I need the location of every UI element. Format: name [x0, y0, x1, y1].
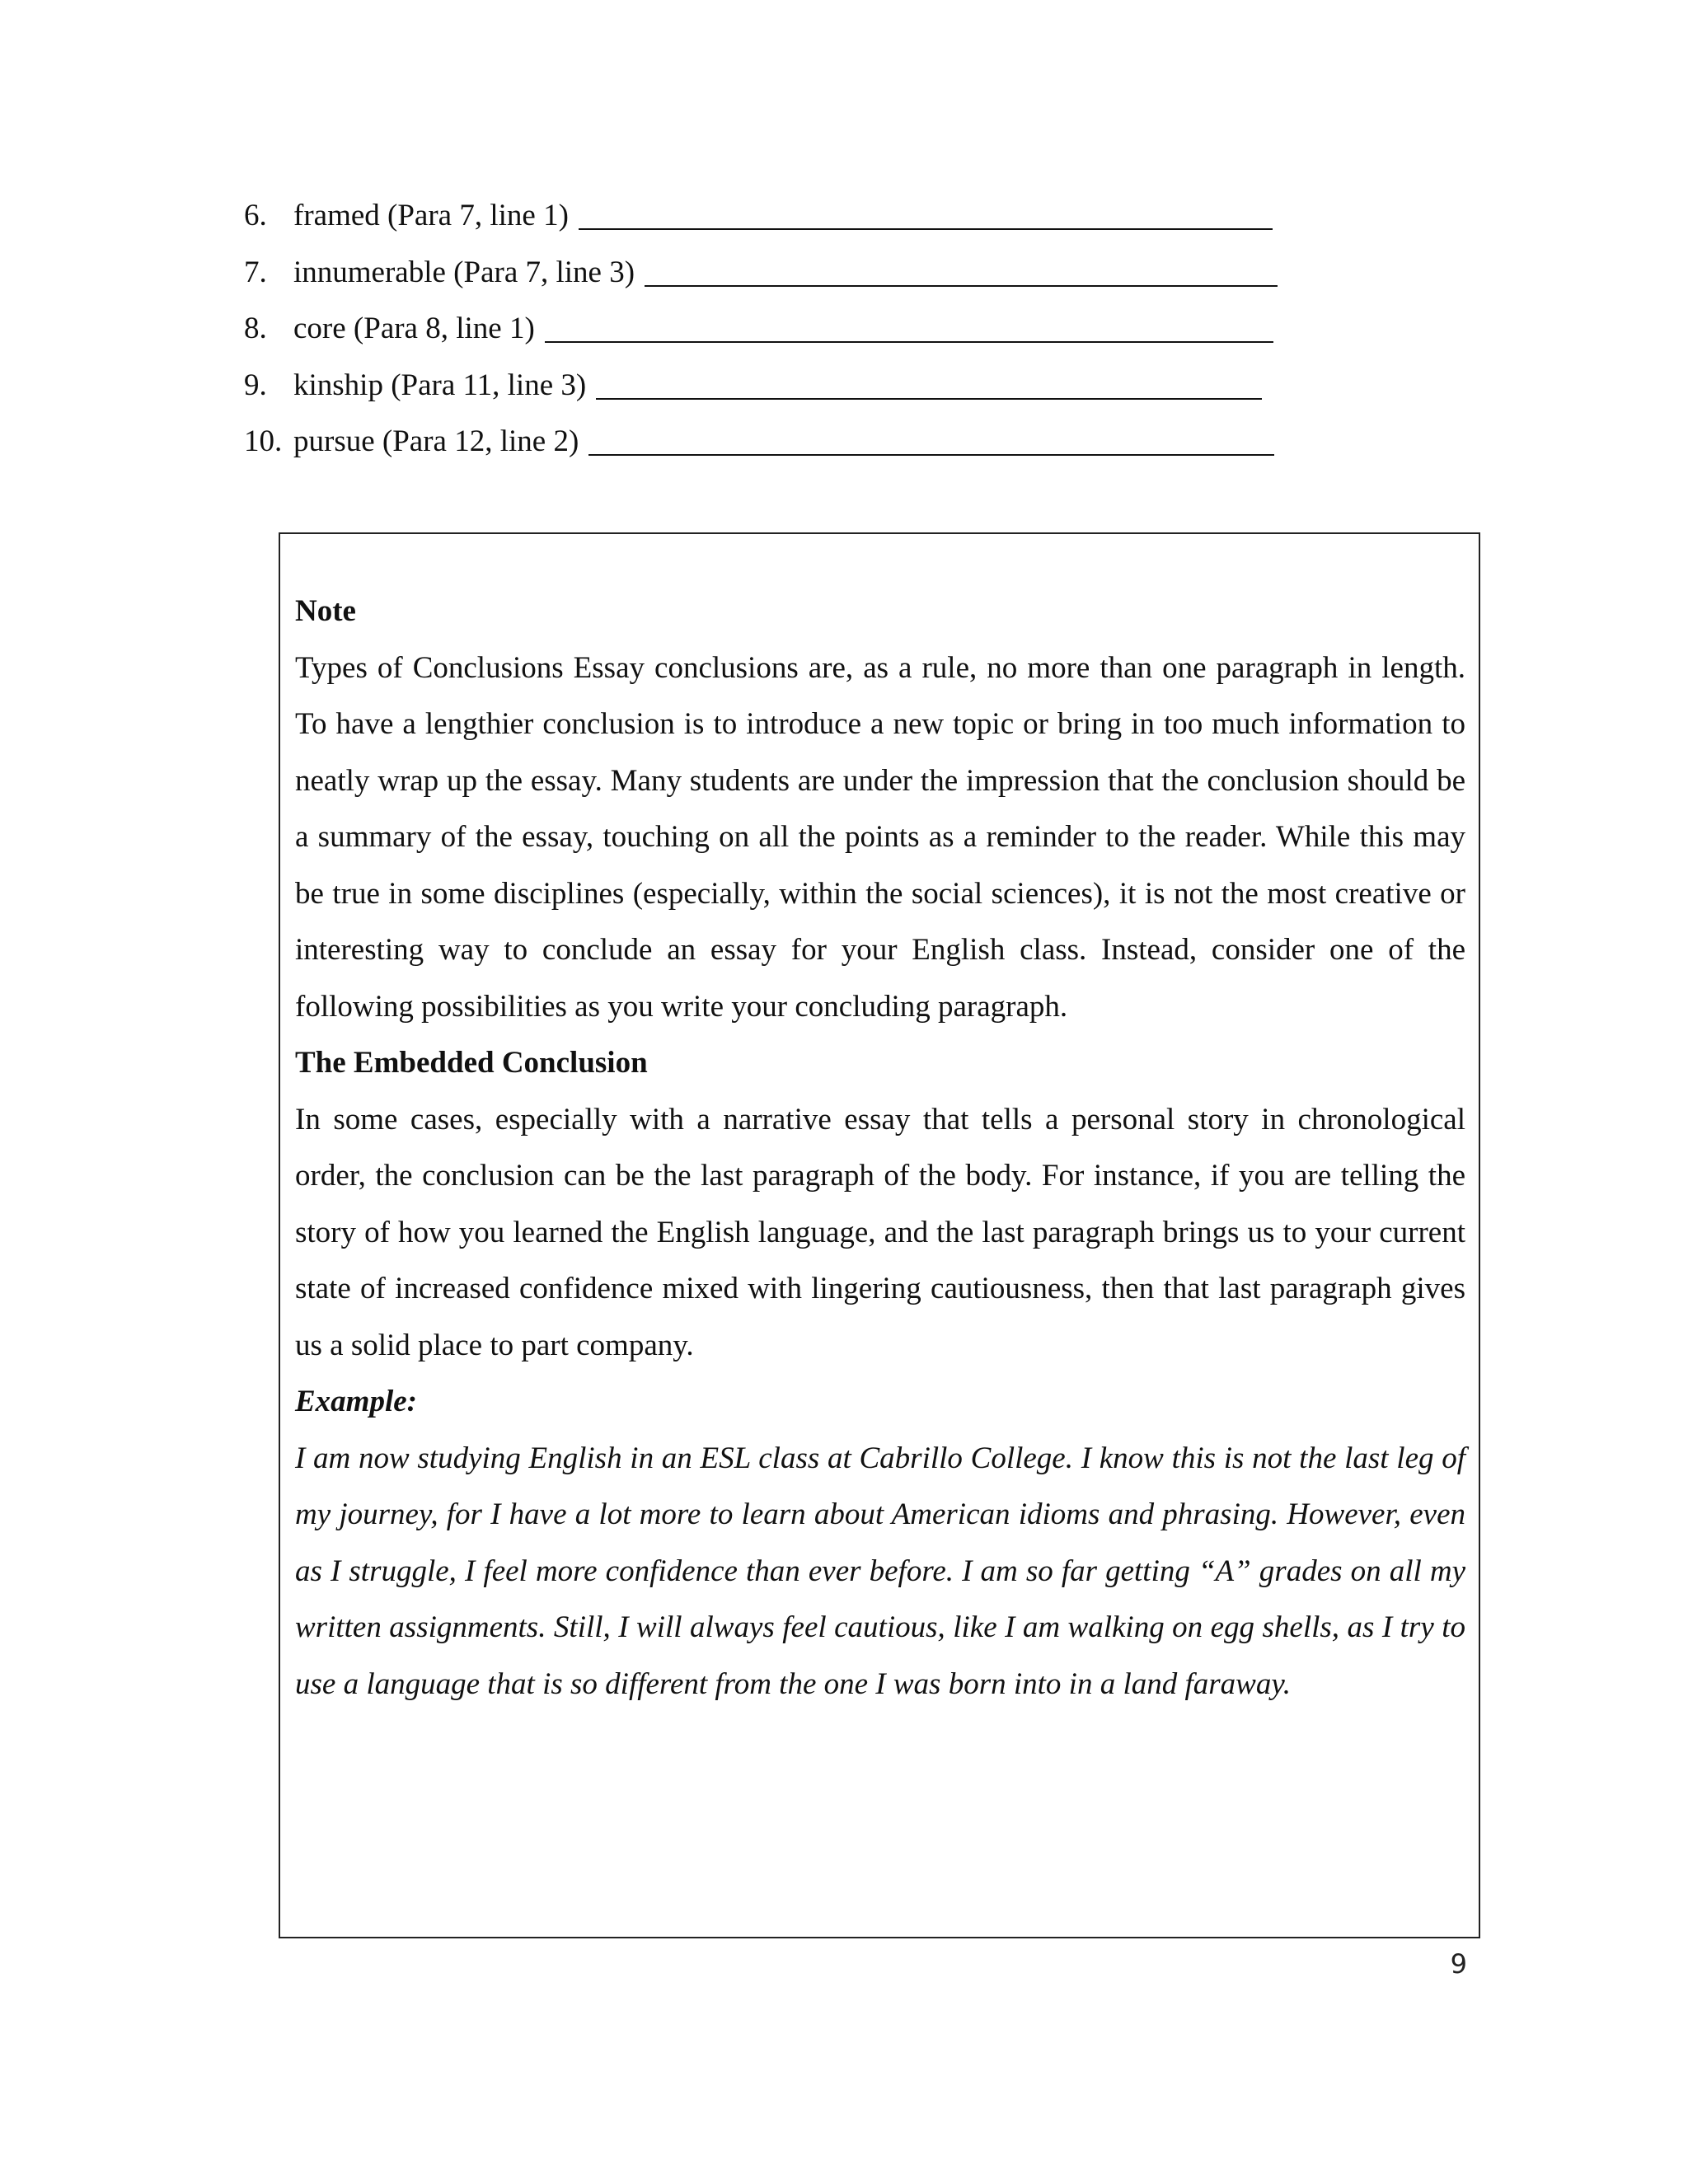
note-content — [295, 583, 1465, 1713]
vocab-item-6 — [244, 193, 1398, 250]
page-number: 9 — [1450, 1948, 1467, 1980]
vocab-item-10 — [244, 419, 1398, 476]
vocab-word: core (Para 8, line 1) — [293, 312, 535, 345]
vocab-number: 9. — [244, 368, 267, 402]
vocab-number: 6. — [244, 199, 267, 232]
vocab-item-7 — [244, 250, 1398, 307]
section-heading: The Embedded Conclusion — [295, 1046, 648, 1080]
vocab-number: 7. — [244, 255, 267, 289]
answer-blank[interactable] — [545, 308, 1273, 343]
vocab-word: kinship (Para 11, line 3) — [293, 368, 587, 402]
example-paragraph: I am now studying English in an ESL class at Cabrillo College. I know this is not the last leg of my journey, for I have a lot more to learn about American idioms and phrasing. However, even as I struggle, I feel more confidence than ever before. I am so far getting “A” grades on all my written assignments. Still, I will always feel cautious, like I am walking on egg shells, as I try to use a language that is so different from the one I was born into in a land faraway. — [295, 1441, 1465, 1701]
answer-blank[interactable] — [645, 252, 1278, 287]
answer-blank[interactable] — [596, 365, 1262, 400]
note-title: Note — [295, 594, 356, 628]
vocab-item-9 — [244, 363, 1398, 419]
vocab-number: 8. — [244, 312, 267, 345]
note-box — [279, 532, 1480, 1938]
example-label: Example: — [295, 1385, 417, 1418]
answer-blank[interactable] — [579, 195, 1273, 230]
note-intro-paragraph: Types of Conclusions Essay conclusions are, as a rule, no more than one paragraph in length. To have a lengthier conclusion is to introduce a new topic or bring in too much information to neatly wrap up the essay. Many students are under the impression that the conclusion should be a summary of the essay, touching on all the points as a reminder to the reader. While this may be true in some disciplines (especially, within the social sciences), it is not the most creative or interesting way to conclude an essay for your English class. Instead, consider one of the following possibilities as you write your concluding paragraph. — [295, 650, 1465, 1024]
vocab-word: pursue (Para 12, line 2) — [293, 424, 579, 458]
vocab-word: framed (Para 7, line 1) — [293, 199, 569, 232]
vocab-item-8 — [244, 306, 1398, 363]
vocabulary-list — [244, 193, 1398, 476]
vocab-number: 10. — [244, 424, 283, 458]
answer-blank[interactable] — [588, 421, 1274, 456]
section-body-paragraph: In some cases, especially with a narrative essay that tells a personal story in chronological order, the conclusion can be the last paragraph of the body. For instance, if you are telling the story of how you learned the English language, and the last paragraph brings us to your current state of increased confidence mixed with lingering cautiousness, then that last paragraph gives us a solid place to part company. — [295, 1102, 1465, 1362]
vocab-word: innumerable (Para 7, line 3) — [293, 255, 635, 289]
